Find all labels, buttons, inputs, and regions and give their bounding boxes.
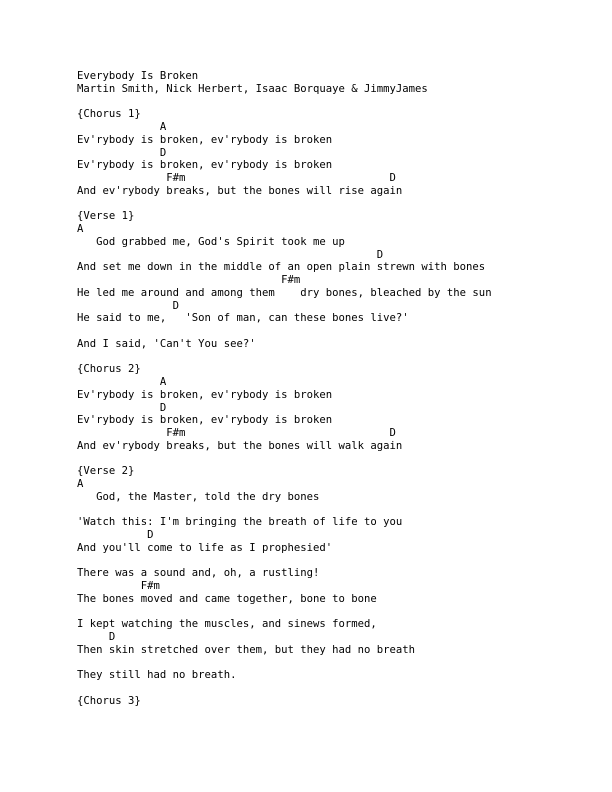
lyric-line: Then skin stretched over them, but they had no breath bbox=[77, 643, 416, 656]
lyric-line: And set me down in the middle of an open plain strewn with bones bbox=[77, 261, 486, 274]
song-body bbox=[77, 108, 597, 707]
chord-sheet-page bbox=[77, 70, 597, 708]
blank-line bbox=[77, 504, 597, 517]
chord-line: F#m D bbox=[77, 427, 396, 439]
section-heading: {Verse 2} bbox=[77, 465, 135, 478]
lyric-line: And I said, 'Can't You see?' bbox=[77, 337, 256, 350]
chord-line: D bbox=[77, 248, 384, 261]
chord-line: A bbox=[77, 478, 84, 490]
lyric-line: Ev'rybody is broken, ev'rybody is broken bbox=[77, 133, 333, 146]
lyric-line: The bones moved and came together, bone to bone bbox=[77, 592, 377, 605]
chord-line: D bbox=[77, 529, 154, 541]
section-heading: {Chorus 1} bbox=[77, 108, 141, 121]
blank-line bbox=[77, 453, 597, 466]
lyric-line: And you'll come to life as I prophesied' bbox=[77, 541, 333, 554]
chord-line: D bbox=[77, 299, 180, 312]
chord-line: D bbox=[77, 631, 116, 643]
chord-line: F#m bbox=[77, 274, 301, 286]
lyric-line: And ev'rybody breaks, but the bones will walk again bbox=[77, 439, 403, 452]
lyric-line: He said to me, 'Son of man, can these bones live?' bbox=[77, 312, 409, 325]
chord-line: F#m D bbox=[77, 172, 396, 184]
blank-line bbox=[77, 96, 597, 109]
chord-line: A bbox=[77, 223, 84, 235]
song-title: Everybody Is Broken bbox=[77, 70, 199, 82]
lyric-line: They still had no breath. bbox=[77, 669, 237, 682]
lyric-line: He led me around and among them dry bones, bleached by the sun bbox=[77, 286, 492, 299]
lyric-line: Ev'rybody is broken, ev'rybody is broken bbox=[77, 414, 333, 427]
lyric-line: And ev'rybody breaks, but the bones will rise again bbox=[77, 184, 403, 197]
lyric-line: Ev'rybody is broken, ev'rybody is broken bbox=[77, 388, 333, 401]
blank-line bbox=[77, 325, 597, 338]
chord-line: F#m bbox=[77, 580, 160, 592]
blank-line bbox=[77, 555, 597, 568]
lyric-line: God grabbed me, God's Spirit took me up bbox=[77, 235, 345, 248]
song-authors: Martin Smith, Nick Herbert, Isaac Borquaye & JimmyJames bbox=[77, 82, 428, 95]
chord-line: D bbox=[77, 146, 167, 159]
section-heading: {Chorus 3} bbox=[77, 694, 141, 707]
chord-line: D bbox=[77, 401, 167, 414]
section-heading: {Chorus 2} bbox=[77, 363, 141, 376]
lyric-line: God, the Master, told the dry bones bbox=[77, 490, 320, 503]
blank-line bbox=[77, 682, 597, 695]
chord-line: A bbox=[77, 121, 167, 133]
blank-line bbox=[77, 657, 597, 670]
chord-line: A bbox=[77, 376, 167, 388]
blank-line bbox=[77, 606, 597, 619]
lyric-line: There was a sound and, oh, a rustling! bbox=[77, 567, 320, 580]
blank-line bbox=[77, 351, 597, 364]
section-heading: {Verse 1} bbox=[77, 210, 135, 223]
lyric-line: Ev'rybody is broken, ev'rybody is broken bbox=[77, 159, 333, 172]
blank-line bbox=[77, 198, 597, 211]
lyric-line: 'Watch this: I'm bringing the breath of life to you bbox=[77, 516, 403, 529]
lyric-line: I kept watching the muscles, and sinews formed, bbox=[77, 618, 377, 631]
